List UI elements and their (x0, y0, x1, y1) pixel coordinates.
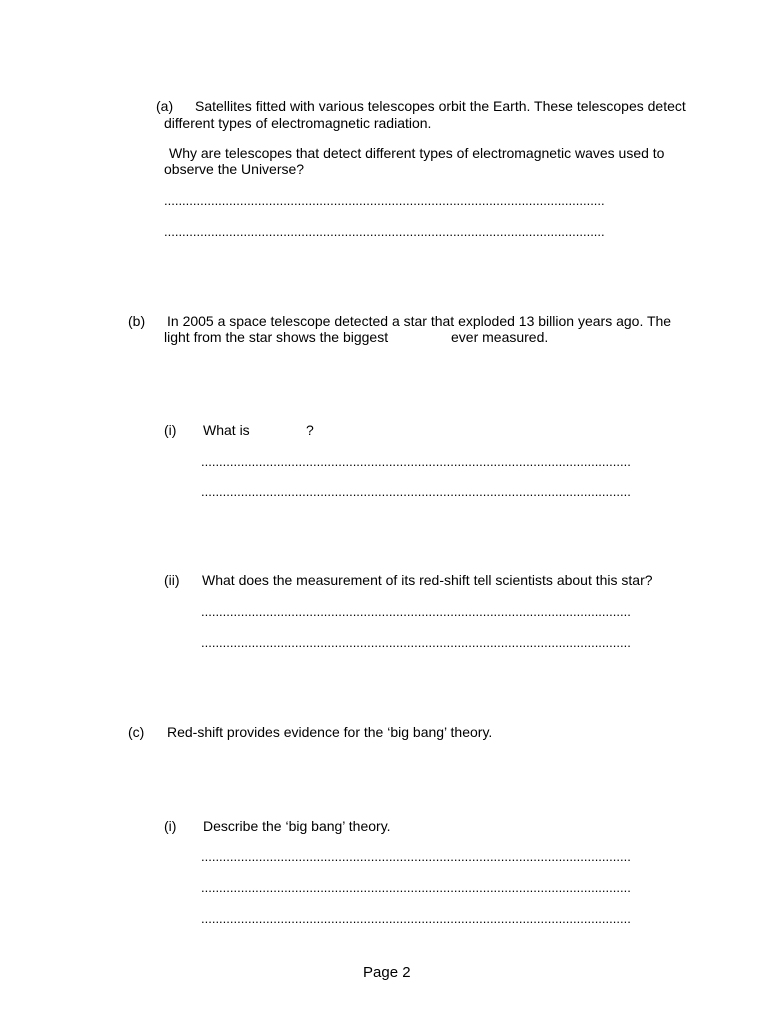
question-a-label: (a) (156, 98, 174, 114)
question-b-stem-line-1: In 2005 a space telescope detected a star that exploded 13 billion years ago. The (167, 313, 672, 329)
page-number: Page 2 (363, 964, 411, 981)
question-b-stem-line-2-start: light from the star shows the biggest (164, 329, 389, 345)
question-c-i-label: (i) (164, 818, 177, 834)
question-b-i-text-end: ? (306, 422, 314, 438)
answer-line: ....................................................................................................................... (201, 485, 631, 499)
question-c-text: Red-shift provides evidence for the ‘big bang’ theory. (167, 724, 493, 740)
question-b-stem-line-2-end: ever measured. (451, 329, 549, 345)
question-c-i-text: Describe the ‘big bang’ theory. (203, 818, 391, 834)
answer-line: ....................................................................................................................... (201, 881, 631, 895)
answer-line: ....................................................................................................................... (201, 636, 631, 650)
question-b-i-text-start: What is (203, 422, 250, 438)
question-a-prompt-line-2: observe the Universe? (164, 161, 305, 177)
question-b-ii-text: What does the measurement of its red-shift tell scientists about this star? (202, 572, 653, 588)
question-a-prompt-line-1: Why are telescopes that detect different types of electromagnetic waves used to (169, 145, 665, 161)
answer-line: ....................................................................................................................... (201, 850, 631, 864)
question-b-i-label: (i) (164, 422, 177, 438)
answer-line: .......................................................................................................................... (164, 225, 605, 239)
answer-line: ....................................................................................................................... (201, 912, 631, 926)
answer-line: ....................................................................................................................... (201, 605, 631, 619)
question-a-stem-line-2: different types of electromagnetic radiation. (164, 115, 432, 131)
answer-line: .......................................................................................................................... (164, 194, 605, 208)
question-b-ii-label: (ii) (164, 572, 180, 588)
question-b-label: (b) (128, 313, 146, 329)
question-c-label: (c) (128, 724, 145, 740)
question-a-stem-line-1: Satellites fitted with various telescopes orbit the Earth. These telescopes detect (195, 98, 686, 114)
answer-line: ....................................................................................................................... (201, 455, 631, 469)
